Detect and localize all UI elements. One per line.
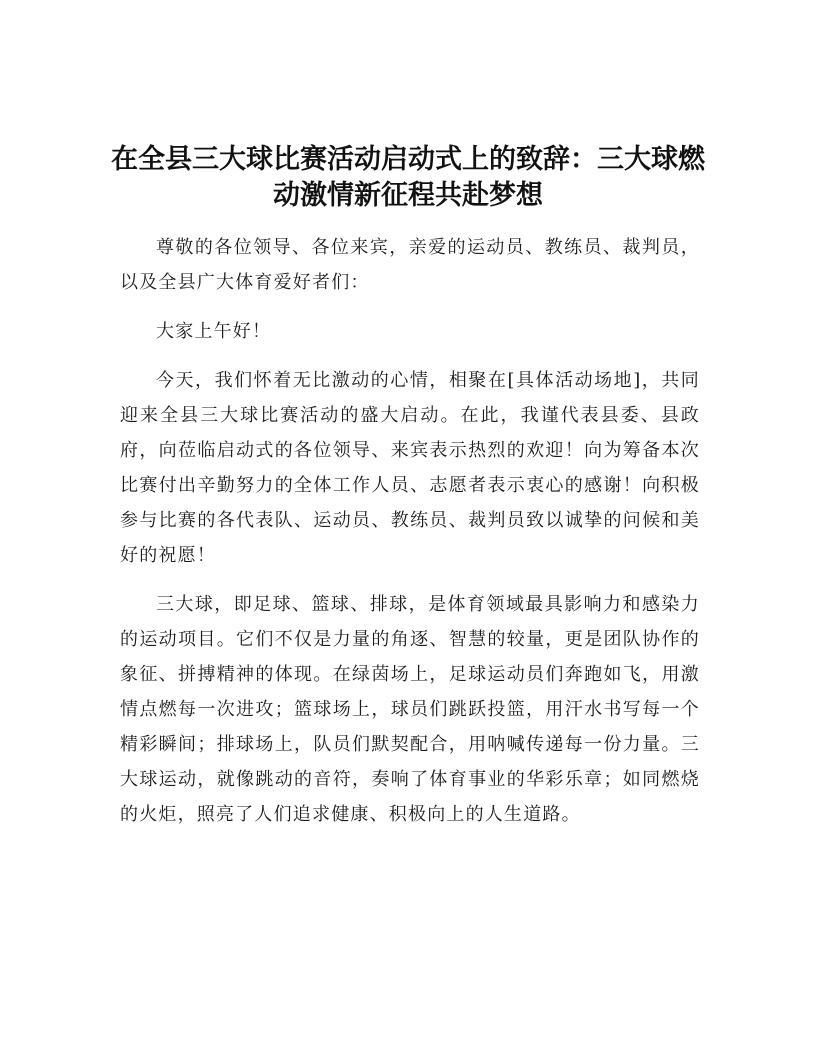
document-title: 在全县三大球比赛活动启动式上的致辞：三大球燃动激情新征程共赴梦想 [111, 144, 705, 211]
greeting-paragraph: 尊敬的各位领导、各位来宾，亲爱的运动员、教练员、裁判员，以及全县广大体育爱好者们： [120, 237, 700, 293]
document-body [120, 230, 700, 846]
three-balls-paragraph: 三大球，即足球、篮球、排球，是体育领域最具影响力和感染力的运动项目。它们不仅是力量的角逐、智慧的较量，更是团队协作的象征、拼搏精神的体现。在绿茵场上，足球运动员们奔跑如飞，用激情点燃每一次进攻；篮球场上，球员们跳跃投篮，用汗水书写每一个精彩瞬间；排球场上，队员们默契配合，用呐喊传递每一份力量。三大球运动，就像跳动的音符，奏响了体育事业的华彩乐章；如同燃烧的火炬，照亮了人们追求健康、积极向上的人生道路。 [120, 594, 700, 825]
welcome-paragraph: 今天，我们怀着无比激动的心情，相聚在[具体活动场地]，共同迎来全县三大球比赛活动的盛大启动。在此，我谨代表县委、县政府，向莅临启动式的各位领导、来宾表示热烈的欢迎！向为筹备本次比赛付出辛勤努力的全体工作人员、志愿者表示衷心的感谢！向积极参与比赛的各代表队、运动员、教练员、裁判员致以诚挚的问候和美好的祝愿！ [120, 370, 700, 566]
salutation-paragraph: 大家上午好！ [156, 321, 272, 342]
